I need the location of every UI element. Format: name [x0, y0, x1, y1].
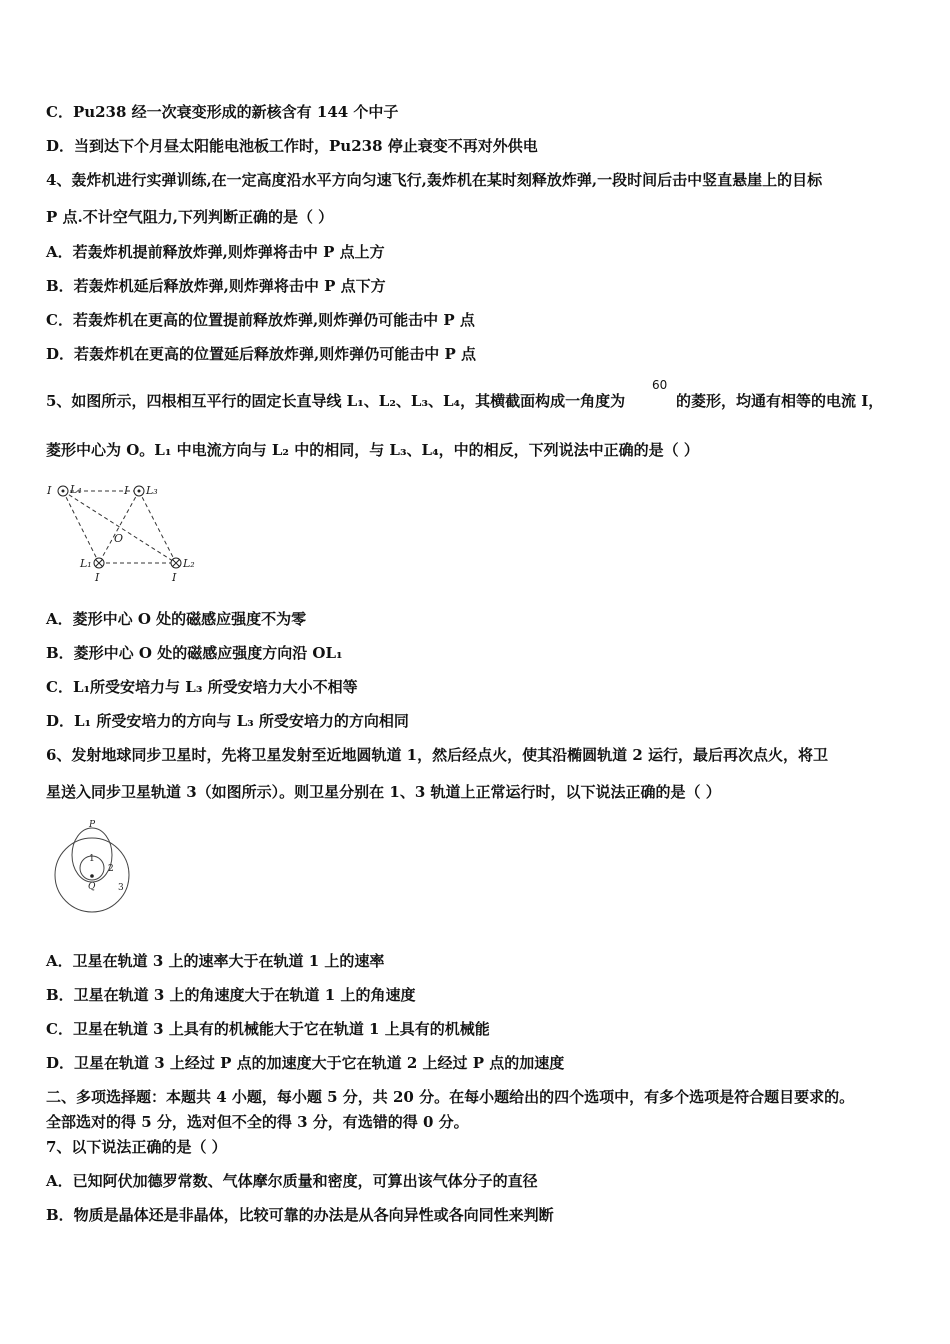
q7-option-a: A．已知阿伏加德罗常数、气体摩尔质量和密度，可算出该气体分子的直径: [46, 1172, 538, 1190]
label-i-l4: I: [47, 484, 52, 497]
label-l1: L₁: [80, 557, 92, 570]
q6-option-d: D．卫星在轨道 3 上经过 P 点的加速度大于它在轨道 2 上经过 P 点的加速度: [46, 1054, 565, 1072]
q6-stem-line2: 星送入同步卫星轨道 3（如图所示）。则卫星分别在 1、3 轨道上正常运行时，以下说法正确的是（ ）: [46, 783, 721, 801]
section2-heading-line1: 二、多项选择题：本题共 4 小题，每小题 5 分，共 20 分。在每小题给出的四个选项中，有多个选项是符合题目要求的。: [46, 1088, 855, 1106]
q5-angle-60: 60: [652, 378, 668, 392]
label-p: P: [89, 820, 96, 830]
q6-option-b: B．卫星在轨道 3 上的角速度大于在轨道 1 上的角速度: [46, 986, 416, 1004]
label-l4: L₄: [70, 483, 82, 496]
q5-option-d: D．L₁ 所受安培力的方向与 L₃ 所受安培力的方向相同: [46, 712, 409, 730]
satellite-orbit-figure: [48, 818, 138, 918]
q5-option-c: C．L₁所受安培力与 L₃ 所受安培力大小不相等: [46, 678, 358, 696]
q6-option-c: C．卫星在轨道 3 上具有的机械能大于它在轨道 1 上具有的机械能: [46, 1020, 490, 1038]
rhombus-wires-figure: [44, 475, 214, 585]
section2-heading-line2: 全部选对的得 5 分，选对但不全的得 3 分，有选错的得 0 分。: [46, 1113, 469, 1131]
label-q: Q: [88, 882, 96, 892]
label-o: O: [114, 532, 124, 545]
q5-stem-line1-b: 的菱形，均通有相等的电流 I，: [676, 392, 884, 410]
q4-option-a: A．若轰炸机提前释放炸弹,则炸弹将击中 P 点上方: [46, 243, 385, 261]
q5-option-a: A．菱形中心 O 处的磁感应强度不为零: [46, 610, 307, 628]
label-i-l3: I: [124, 484, 129, 497]
q4-stem-line2: P 点.不计空气阻力,下列判断正确的是（ ）: [46, 208, 334, 226]
earth-center: [90, 874, 94, 878]
wire-l3-dot: [134, 486, 144, 496]
q4-option-d: D．若轰炸机在更高的位置延后释放炸弹,则炸弹仍可能击中 P 点: [46, 345, 476, 363]
label-i-l2: I: [172, 571, 177, 584]
label-orbit-3: 3: [118, 883, 124, 893]
q5-option-b: B．菱形中心 O 处的磁感应强度方向沿 OL₁: [46, 644, 343, 662]
q5-stem-line2: 菱形中心为 O。L₁ 中电流方向与 L₂ 中的相同，与 L₃、L₄，中的相反，下列说法中正确的是（ ）: [46, 441, 699, 459]
q5-stem-line1-a: 5、如图所示，四根相互平行的固定长直导线 L₁、L₂、L₃、L₄，其横截面构成一角度为: [46, 392, 626, 410]
q3-option-d: D．当到达下个月昼太阳能电池板工作时，Pu238 停止衰变不再对外供电: [46, 137, 538, 155]
label-l2: L₂: [183, 557, 195, 570]
label-i-l1: I: [95, 571, 100, 584]
q4-stem-line1: 4、轰炸机进行实弹训练,在一定高度沿水平方向匀速飞行,轰炸机在某时刻释放炸弹,一段时间后击中竖直悬崖上的目标: [46, 171, 823, 189]
label-orbit-2: 2: [108, 864, 114, 874]
q6-option-a: A．卫星在轨道 3 上的速率大于在轨道 1 上的速率: [46, 952, 385, 970]
q7-stem: 7、以下说法正确的是（ ）: [46, 1138, 227, 1156]
label-l3: L₃: [146, 484, 158, 497]
wire-l1-cross: [94, 558, 104, 568]
q6-stem-line1: 6、发射地球同步卫星时，先将卫星发射至近地圆轨道 1，然后经点火，使其沿椭圆轨道 2 运行，最后再次点火，将卫: [46, 746, 828, 764]
wire-l4-dot: [58, 486, 68, 496]
wire-l2-cross: [171, 558, 181, 568]
q4-option-b: B．若轰炸机延后释放炸弹,则炸弹将击中 P 点下方: [46, 277, 386, 295]
q4-option-c: C．若轰炸机在更高的位置提前释放炸弹,则炸弹仍可能击中 P 点: [46, 311, 475, 329]
q3-option-c: C．Pu238 经一次衰变形成的新核含有 144 个中子: [46, 103, 399, 121]
q7-option-b: B．物质是晶体还是非晶体，比较可靠的办法是从各向异性或各向同性来判断: [46, 1206, 554, 1224]
label-orbit-1: 1: [89, 854, 95, 864]
